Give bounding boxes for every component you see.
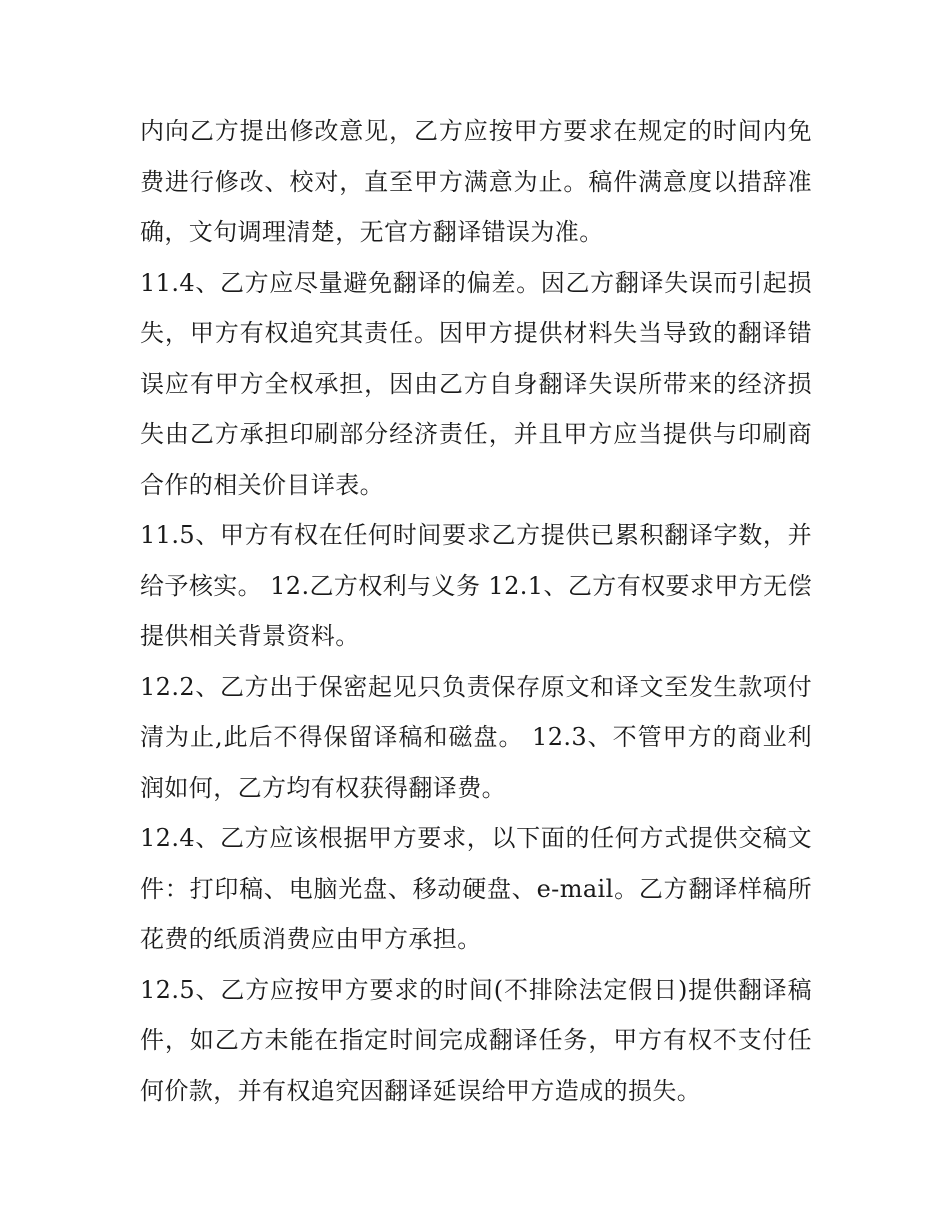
paragraph-12-2: 12.2、乙方出于保密起见只负责保存原文和译文至发生款项付清为止,此后不得保留译稿和磁盘。 12.3、不管甲方的商业利润如何，乙方均有权获得翻译费。 — [140, 672, 812, 802]
paragraph-12-4: 12.4、乙方应该根据甲方要求，以下面的任何方式提供交稿文件：打印稿、电脑光盘、移动硬盘、e-mail。乙方翻译样稿所花费的纸质消费应由甲方承担。 — [140, 824, 812, 953]
document-body — [140, 106, 812, 1116]
paragraph-11-5: 11.5、甲方有权在任何时间要求乙方提供已累积翻译字数，并给予核实。 12.乙方权利与义务 12.1、乙方有权要求甲方无偿提供相关背景资料。 — [140, 521, 812, 650]
paragraph-11-4: 11.4、乙方应尽量避免翻译的偏差。因乙方翻译失误而引起损失，甲方有权追究其责任。因甲方提供材料失当导致的翻译错误应有甲方全权承担，因由乙方自身翻译失误所带来的经济损失由乙方承担印刷部分经济责任，并且甲方应当提供与印刷商合作的相关价目详表。 — [140, 268, 812, 499]
paragraph-12-5: 12.5、乙方应按甲方要求的时间(不排除法定假日)提供翻译稿件，如乙方未能在指定时间完成翻译任务，甲方有权不支付任何价款，并有权追究因翻译延误给甲方造成的损失。 — [140, 975, 812, 1105]
paragraph-revision-terms: 内向乙方提出修改意见，乙方应按甲方要求在规定的时间内免费进行修改、校对，直至甲方满意为止。稿件满意度以措辞准确，文句调理清楚，无官方翻译错误为准。 — [140, 117, 812, 246]
